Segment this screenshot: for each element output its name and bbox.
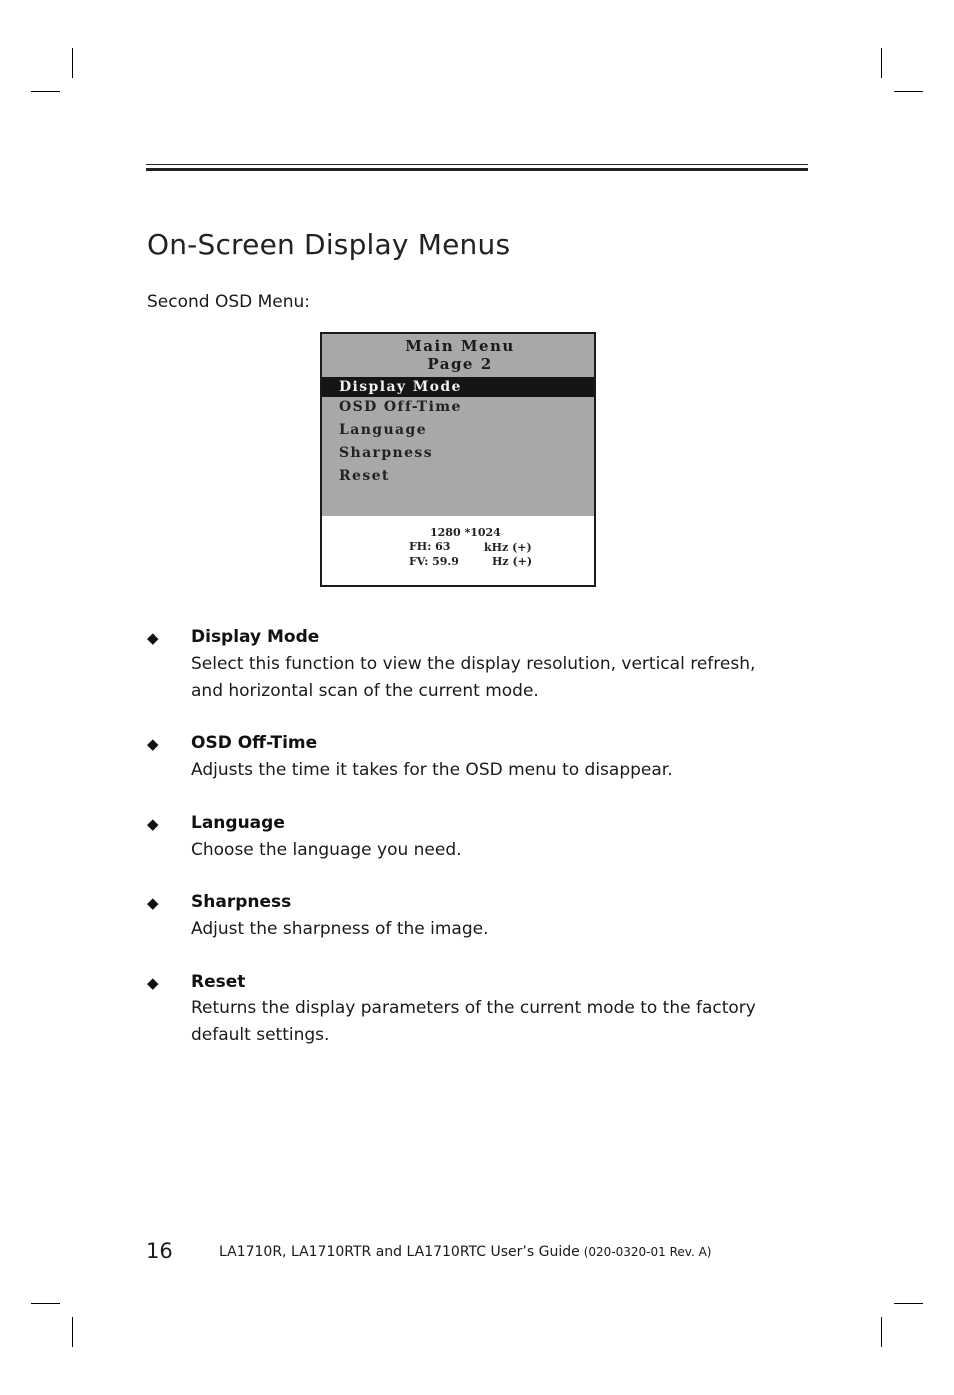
crop-mark — [72, 48, 73, 78]
feature-desc-sharpness: Adjust the sharpness of the image. — [191, 919, 489, 939]
osd-item-display-mode: Display Mode — [322, 377, 594, 397]
page-title: On-Screen Display Menus — [147, 228, 511, 261]
osd-fh-unit: kHz (+) — [484, 541, 532, 554]
osd-item-reset: Reset — [339, 468, 390, 484]
feature-title-osd-off-time: OSD Off-Time — [191, 733, 318, 753]
osd-menu-illustration — [320, 332, 596, 587]
feature-desc-osd-off-time: Adjusts the time it takes for the OSD menu to disappear. — [191, 760, 673, 780]
osd-fv-unit: Hz (+) — [492, 555, 533, 568]
header-rule-thin — [146, 164, 808, 165]
osd-resolution: 1280 *1024 — [430, 526, 501, 539]
feature-title-display-mode: Display Mode — [191, 627, 320, 647]
feature-title-reset: Reset — [191, 972, 246, 992]
crop-mark — [894, 91, 923, 92]
bullet-icon: ◆ — [147, 815, 159, 833]
osd-item-osd-off-time: OSD Off-Time — [339, 399, 462, 415]
section-subtitle: Second OSD Menu: — [147, 292, 311, 312]
crop-mark — [881, 1317, 882, 1347]
page-number: 16 — [146, 1239, 173, 1263]
bullet-icon: ◆ — [147, 735, 159, 753]
bullet-icon: ◆ — [147, 629, 159, 647]
feature-title-language: Language — [191, 813, 285, 833]
feature-desc-language: Choose the language you need. — [191, 840, 462, 860]
osd-fh-value: FH: 63 — [409, 540, 451, 553]
feature-desc-reset: Returns the display parameters of the current mode to the factory default settings. — [191, 998, 756, 1045]
osd-fv-value: FV: 59.9 — [409, 555, 459, 568]
crop-mark — [31, 1303, 60, 1304]
footer-guide-title — [219, 1244, 711, 1260]
feature-title-sharpness: Sharpness — [191, 892, 292, 912]
bullet-icon: ◆ — [147, 894, 159, 912]
osd-item-sharpness: Sharpness — [339, 445, 433, 461]
osd-item-language: Language — [339, 422, 428, 438]
footer-doc-code: (020-0320-01 Rev. A) — [583, 1245, 712, 1259]
feature-desc-display-mode: Select this function to view the display resolution, vertical refresh, and horizontal scan of the current mode. — [191, 654, 756, 701]
osd-heading: Main Menu — [405, 337, 515, 355]
crop-mark — [881, 48, 882, 78]
header-rule-thick — [146, 168, 808, 171]
crop-mark — [31, 91, 60, 92]
bullet-icon: ◆ — [147, 974, 159, 992]
footer-guide-name: LA1710R, LA1710RTR and LA1710RTC User’s Guide — [219, 1244, 580, 1260]
crop-mark — [72, 1317, 73, 1347]
osd-page-label: Page 2 — [427, 355, 493, 373]
crop-mark — [894, 1303, 923, 1304]
